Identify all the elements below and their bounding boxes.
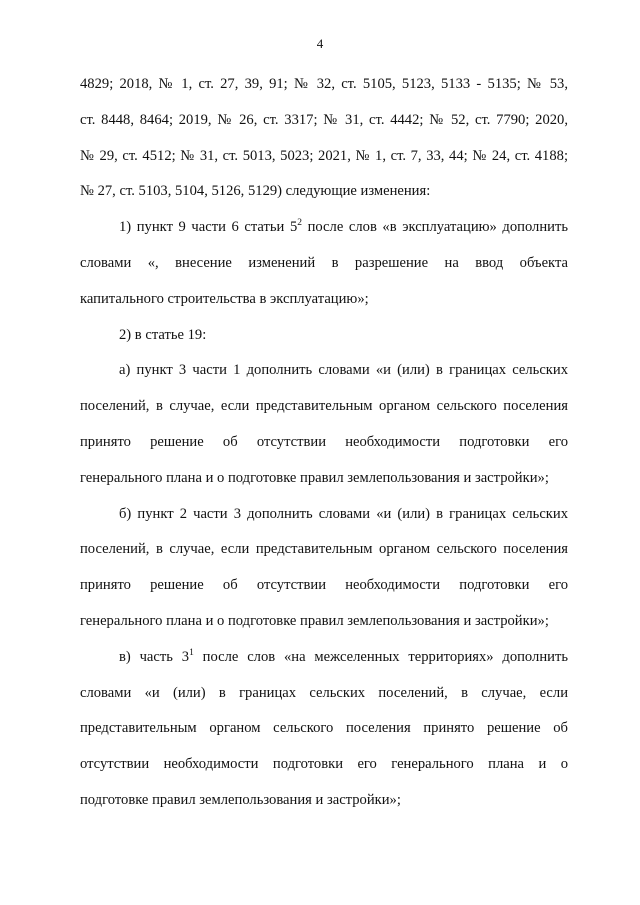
- paragraph-1-line: [80, 215, 568, 251]
- superscript: 1: [189, 647, 194, 658]
- paragraph-b-line: б) пункт 2 части 3 дополнить словами «и (или) в границах сельских: [119, 505, 568, 522]
- text-line: генерального плана и о подготовке правил землепользования и застройки»;: [80, 612, 549, 629]
- text-line: генерального плана и о подготовке правил землепользования и застройки»;: [80, 469, 549, 486]
- text-line: 4829; 2018, № 1, ст. 27, 39, 91; № 32, ст. 5105, 5123, 5133 - 5135; № 53,: [80, 76, 568, 92]
- text-line: отсутствии необходимости подготовки его генерального плана и о: [80, 756, 568, 773]
- paragraph-v-line: [80, 645, 568, 681]
- text-line: словами «, внесение изменений в разрешение на ввод объекта: [80, 254, 568, 271]
- paragraph-2-line: 2) в статье 19:: [119, 326, 207, 343]
- document-body: [80, 72, 568, 824]
- text-line: подготовке правил землепользования и застройки»;: [80, 791, 401, 808]
- text-line: ст. 8448, 8464; 2019, № 26, ст. 3317; № 31, ст. 4442; № 52, ст. 7790; 2020,: [80, 111, 568, 128]
- text-line: капитального строительства в эксплуатацию»;: [80, 290, 369, 307]
- text-line: принято решение об отсутствии необходимости подготовки его: [80, 433, 568, 450]
- page-number: 4: [316, 36, 324, 51]
- text-line: поселений, в случае, если представительным органом сельского поселения: [80, 541, 568, 558]
- text-line: поселений, в случае, если представительным органом сельского поселения: [80, 398, 568, 415]
- paragraph-1-start: 1) пункт 9 части 6 статьи 5: [119, 219, 298, 236]
- paragraph-v-rest: после слов «на межселенных территориях» дополнить: [193, 648, 568, 665]
- paragraph-1-rest: после слов «в эксплуатацию» дополнить: [302, 219, 568, 236]
- paragraph-v-start: в) часть 3: [119, 648, 190, 665]
- text-line: словами «и (или) в границах сельских поселений, в случае, если: [80, 684, 568, 701]
- text-line: принято решение об отсутствии необходимости подготовки его: [80, 577, 568, 594]
- text-line: № 27, ст. 5103, 5104, 5126, 5129) следующие изменения:: [80, 183, 431, 200]
- paragraph-a-line: а) пункт 3 части 1 дополнить словами «и (или) в границах сельских: [119, 362, 568, 379]
- superscript: 2: [297, 218, 302, 229]
- text-line: № 29, ст. 4512; № 31, ст. 5013, 5023; 2021, № 1, ст. 7, 33, 44; № 24, ст. 4188;: [80, 147, 568, 164]
- text-line: представительным органом сельского поселения принято решение об: [80, 720, 568, 737]
